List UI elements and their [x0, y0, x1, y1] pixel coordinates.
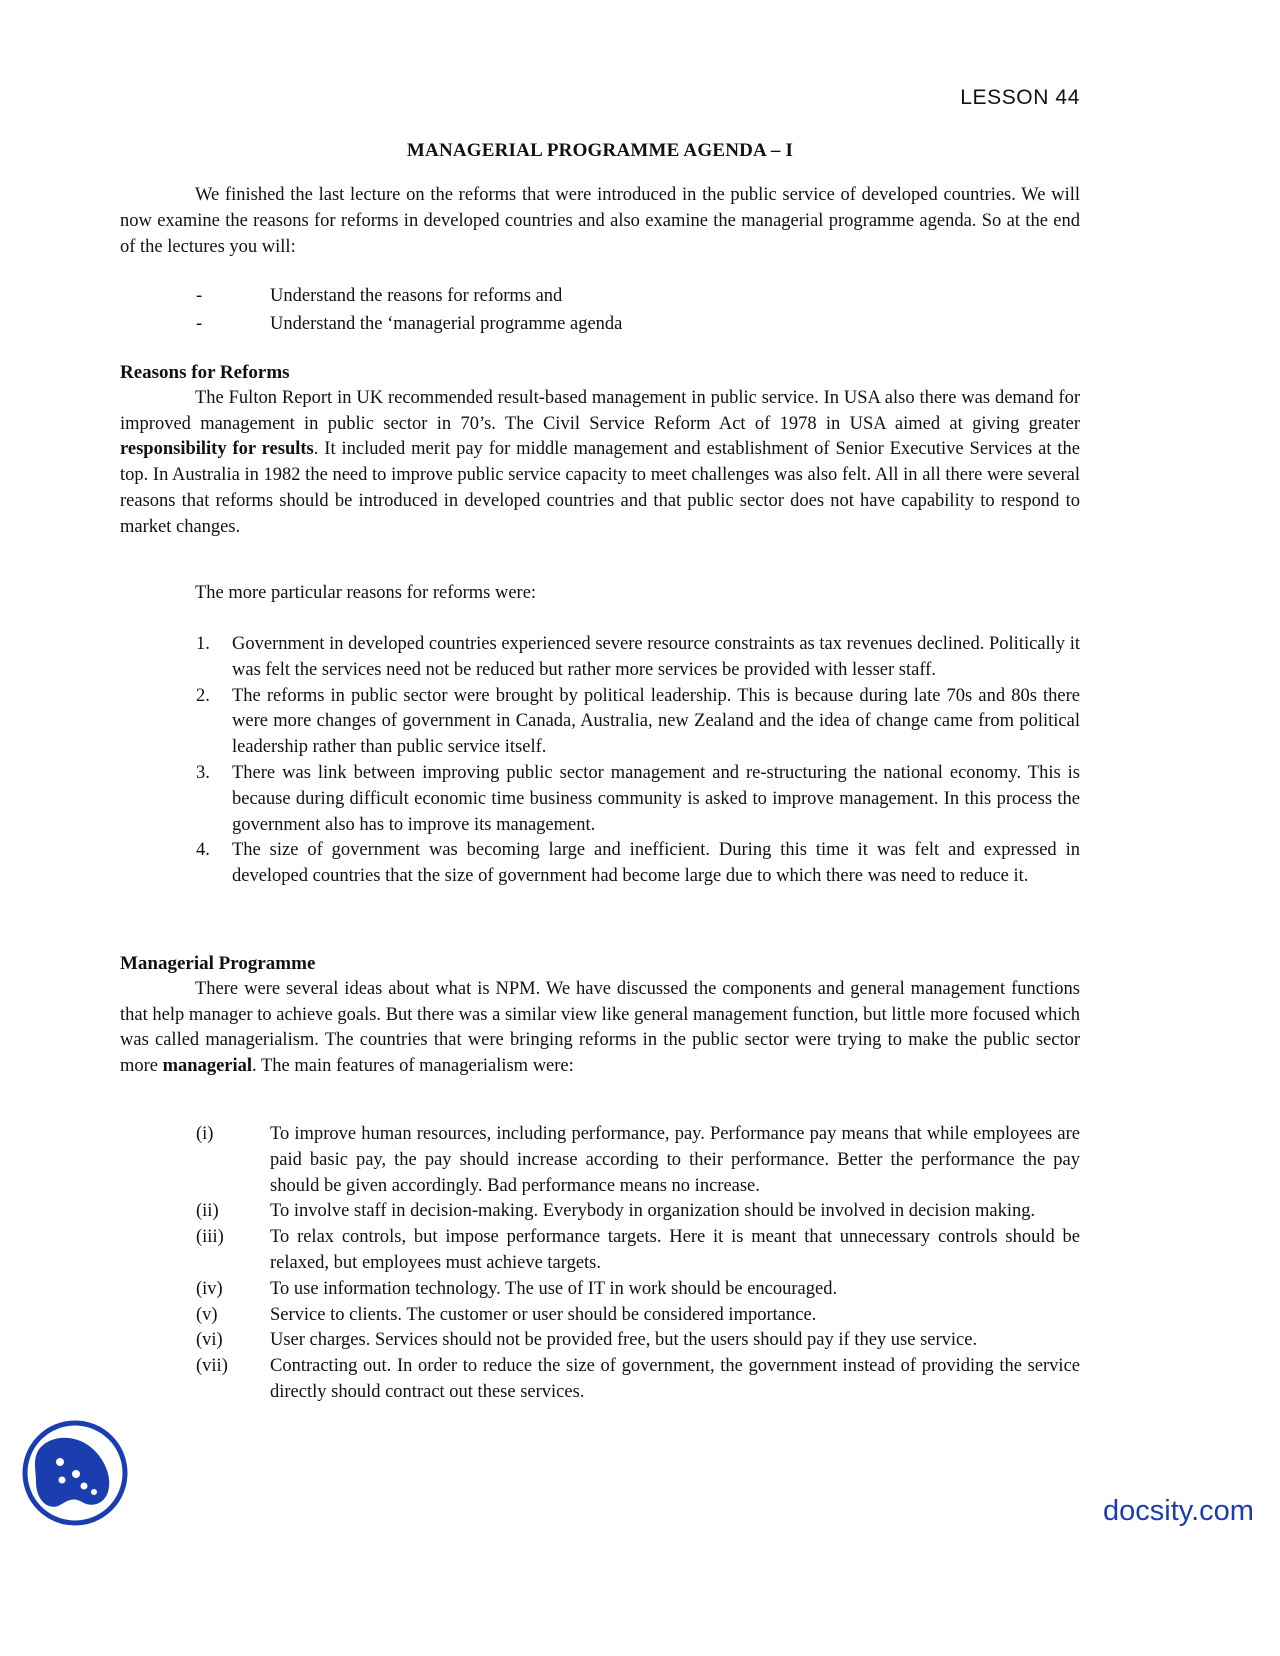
list-item-text: User charges. Services should not be provided free, but the users should pay if they use service. [270, 1330, 978, 1351]
reasons-section [120, 360, 1080, 541]
managerial-section [120, 951, 1080, 1080]
list-item-text: To involve staff in decision-making. Everybody in organization should be involved in decision making. [270, 1201, 1036, 1222]
features-list [120, 1122, 1080, 1406]
list-item [120, 684, 1080, 761]
lesson-number: LESSON 44 [960, 86, 1080, 109]
text-run: There were several ideas about what is NPM. We have discussed the components and general management functions that help manager to achieve goals. But there was a similar view like general management function, but little more focused which was called managerialism. The countries that were bringing reforms in the public sector were trying to make the public sector more [120, 978, 1080, 1077]
list-item-text: Understand the ‘managerial programme agenda [270, 313, 623, 334]
list-item-text: The reforms in public sector were brought by political leadership. This is because during late 70s and 80s there were more changes of government in Canada, Australia, new Zealand and the idea of change came from political leadership rather than public service itself. [232, 685, 1080, 758]
section-heading: Managerial Programme [120, 953, 316, 974]
list-item [120, 838, 1080, 890]
objectives-list [120, 283, 1080, 338]
list-item [120, 1328, 1080, 1354]
section-heading: Reasons for Reforms [120, 362, 290, 383]
list-item [120, 761, 1080, 838]
list-item-text: Government in developed countries experienced severe resource constraints as tax revenues declined. Politically it was felt the services need not be reduced but rather more services be provided with lesser staff. [232, 634, 1080, 680]
intro-section [120, 183, 1080, 260]
page-title: MANAGERIAL PROGRAMME AGENDA – I [406, 140, 794, 161]
emphasis-text: responsibility for results [120, 439, 314, 460]
item-number: (v) [196, 1304, 218, 1325]
list-item [120, 1354, 1080, 1406]
item-number: 1. [196, 634, 210, 654]
managerial-paragraph [120, 977, 1080, 1080]
list-item-text: To use information technology. The use of IT in work should be encouraged. [270, 1278, 838, 1299]
item-number: 3. [196, 762, 210, 783]
item-number: (ii) [196, 1201, 219, 1222]
list-item [120, 311, 1080, 339]
reasons-lead [120, 581, 1080, 607]
docsity-watermark[interactable]: docsity.com [1103, 1495, 1254, 1527]
list-item [120, 1122, 1080, 1199]
item-number: (vi) [196, 1330, 223, 1351]
list-item-text: Contracting out. In order to reduce the size of government, the government instead of providing the service directly should contract out these services. [270, 1356, 1080, 1402]
list-item-text: Understand the reasons for reforms and [270, 286, 563, 306]
docsity-logo-icon[interactable] [22, 1420, 128, 1526]
reasons-paragraph [120, 386, 1080, 541]
item-number: (iii) [196, 1227, 224, 1248]
reasons-list [120, 632, 1080, 890]
list-item [120, 632, 1080, 684]
list-item [120, 283, 1080, 311]
text-run: . It included merit pay for middle management and establishment of Senior Executive Services at the top. In Australia in 1982 the need to improve public service capacity to meet challenges was also felt. All in all there were several reasons that reforms should be introduced in developed countries and that public sector does not have capability to respond to market changes. [120, 439, 1080, 537]
list-item [120, 1225, 1080, 1277]
item-number: (vii) [196, 1356, 228, 1377]
item-number: 2. [196, 685, 210, 706]
intro-paragraph: We finished the last lecture on the reforms that were introduced in the public service of developed countries. We will now examine the reasons for reforms in developed countries and also examine the managerial programme agenda. So at the end of the lectures you will: [120, 185, 1080, 257]
lead-paragraph: The more particular reasons for reforms were: [195, 583, 537, 603]
text-run: . The main features of managerialism were: [252, 1056, 574, 1077]
list-item-text: To relax controls, but impose performance targets. Here it is meant that unnecessary controls should be relaxed, but employees must achieve targets. [270, 1227, 1080, 1273]
list-item [120, 1199, 1080, 1225]
list-item-text: There was link between improving public sector management and re-structuring the national economy. This is because during difficult economic time business community is asked to improve management. In this process the government also has to improve its management. [232, 762, 1080, 835]
list-item-text: Service to clients. The customer or user should be considered importance. [270, 1304, 817, 1325]
emphasis-text: managerial [162, 1056, 253, 1077]
text-run: The Fulton Report in UK recommended result-based management in public service. In USA also there was demand for improved management in public sector in 70’s. The Civil Service Reform Act of 1978 in USA aimed at giving greater [120, 387, 1080, 434]
item-number: (iv) [196, 1278, 223, 1299]
list-item-text: To improve human resources, including performance, pay. Performance pay means that while employees are paid basic pay, the pay should increase according to their performance. Better the performance the pay should be given accordingly. Bad performance means no increase. [270, 1124, 1080, 1196]
item-number: 4. [196, 840, 210, 861]
item-number: (i) [196, 1124, 214, 1144]
list-item [120, 1277, 1080, 1303]
bullet-marker: - [196, 286, 203, 306]
bullet-marker: - [196, 313, 203, 334]
list-item-text: The size of government was becoming large and inefficient. During this time it was felt and expressed in developed countries that the size of government had become large due to which there was need to reduce it. [232, 840, 1080, 887]
list-item [120, 1303, 1080, 1329]
